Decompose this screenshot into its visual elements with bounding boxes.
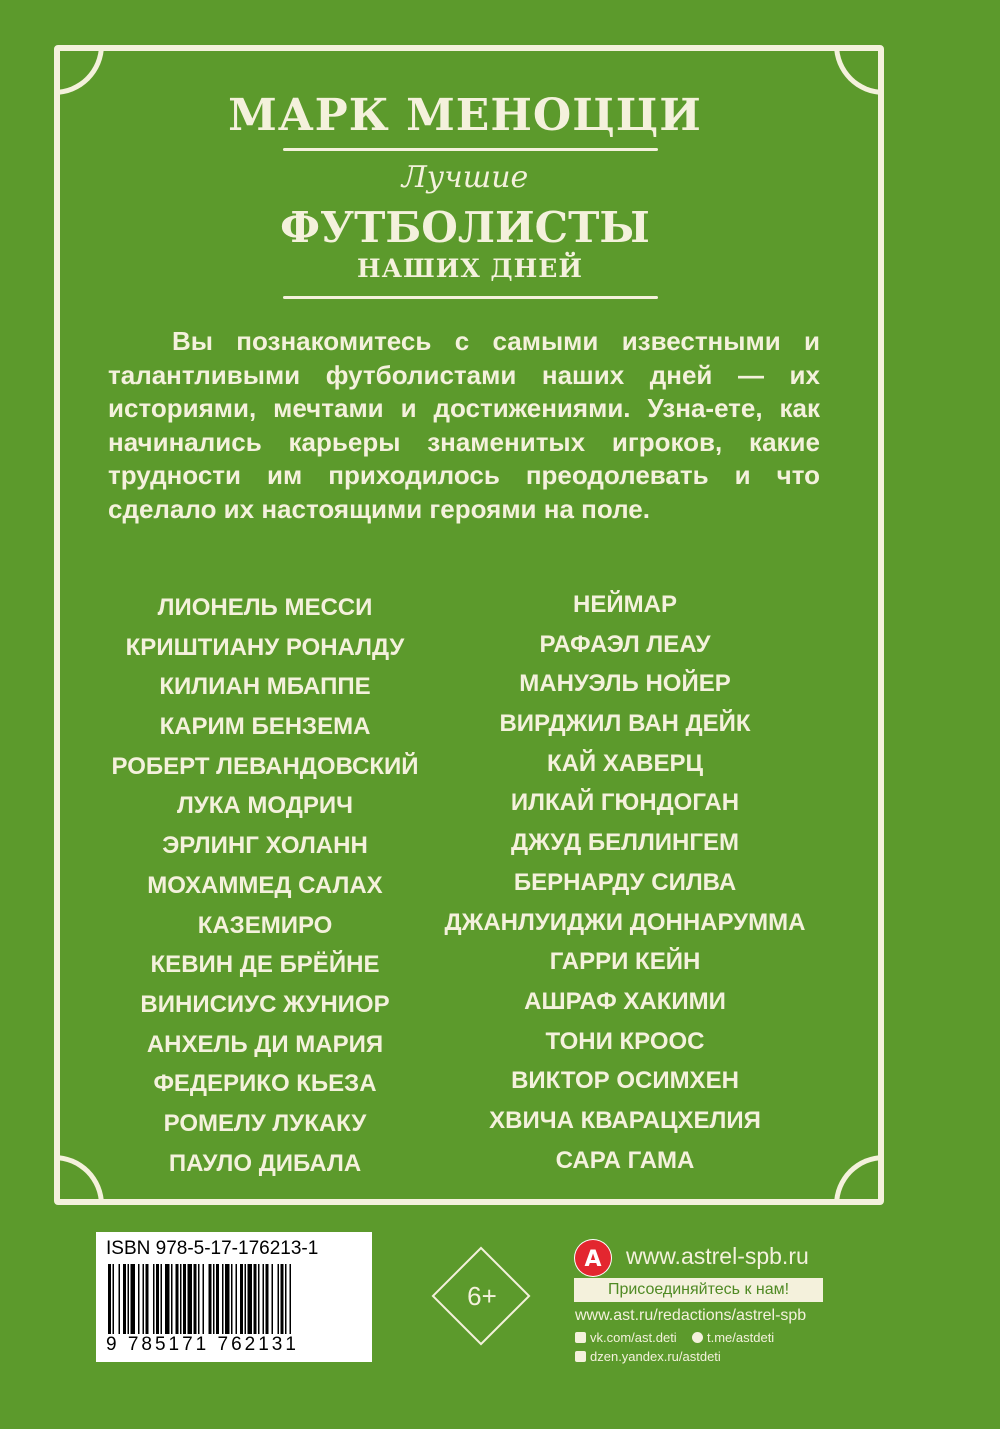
barcode-bar [263,1264,265,1334]
player-name: РАФАЭЛ ЛЕАУ [539,630,711,658]
player-name: ЭРЛИНГ ХОЛАНН [162,832,368,860]
barcode-bar [108,1264,111,1334]
player-name: ДЖУД БЕЛЛИНГЕМ [511,829,739,857]
barcode-bar [240,1264,243,1334]
barcode-bars [106,1264,362,1334]
publisher-site-link[interactable]: www.astrel-spb.ru [626,1243,809,1269]
barcode-bar [266,1264,269,1334]
barcode-bar [128,1264,130,1334]
player-name: КАЙ ХАВЕРЦ [546,749,704,777]
barcode-bar [131,1264,136,1334]
player-name: ВИНИСИУС ЖУНИОР [140,990,390,1018]
player-name: КАЗЕМИРО [197,911,333,939]
player-name: ЛУКА МОДРИЧ [177,792,353,820]
barcode-bar [278,1264,280,1334]
players-list-right [420,585,830,1180]
player-name: КЕВИН ДЕ БРЁЙНЕ [150,951,380,979]
isbn-barcode-box [96,1232,372,1362]
player-name: АНХЕЛЬ ДИ МАРИЯ [146,1030,384,1058]
barcode-bar [203,1264,205,1334]
barcode-bar [225,1264,230,1334]
player-name: ТОНИ КРООС [545,1027,705,1055]
telegram-link[interactable]: t.me/astdeti [707,1330,775,1345]
barcode-bar [272,1264,274,1334]
player-name: КРИШТИАНУ РОНАЛДУ [125,633,405,661]
barcode-bar [198,1264,200,1334]
barcode-bar [165,1264,170,1334]
player-name: РОМЕЛУ ЛУКАКУ [163,1109,367,1137]
barcode-bar [216,1264,219,1334]
barcode-bar [245,1264,247,1334]
barcode-bar [161,1264,163,1334]
player-name: БЕРНАРДУ СИЛВА [513,868,737,896]
player-name: КИЛИАН МБАППЕ [159,673,371,701]
logo-letter: А [584,1247,602,1272]
title-script-word: Лучшие [401,160,529,195]
book-description: Вы познакомитесь с самыми известными и талантливыми футболистами наших дней — их историями, мечтами и достижениями. Узна-ете, как начинались карьеры знаменитых игроков, какие трудности им приходилось преодолевать и что сделало их настоящими героями на поле. [108,326,820,524]
barcode-bar [146,1264,149,1334]
telegram-icon [692,1332,703,1343]
player-name: КАРИМ БЕНЗЕМА [159,713,371,741]
ast-redaction-link[interactable]: www.ast.ru/redactions/astrel-spb [575,1307,807,1324]
author-name: МАРК МЕНОЦЦИ [228,90,702,141]
player-name: АШРАФ ХАКИМИ [524,987,726,1015]
barcode-bar [248,1264,253,1334]
barcode-bar [209,1264,212,1334]
dzen-link[interactable]: dzen.yandex.ru/astdeti [590,1349,721,1364]
players-list-left [95,588,435,1183]
barcode-bar [183,1264,186,1334]
barcode-bar [213,1264,215,1334]
barcode-bar [143,1264,145,1334]
barcode-bar [254,1264,257,1334]
barcode-bar [113,1264,115,1334]
player-name: ХВИЧА КВАРАЦХЕЛИЯ [489,1106,761,1134]
barcode-bar [231,1264,233,1334]
barcode-bar [180,1264,182,1334]
player-name: ЛИОНЕЛЬ МЕССИ [157,594,373,621]
barcode-digits: 9 785171 762131 [106,1334,299,1355]
publisher-logo-icon [574,1239,612,1277]
barcode-bar [119,1264,121,1334]
age-rating-label: 6+ [467,1281,497,1311]
player-name: ПАУЛО ДИБАЛА [168,1149,362,1177]
book-title: ФУТБОЛИСТЫ [280,203,650,252]
player-name: ФЕДЕРИКО КЬЕЗА [153,1070,377,1098]
barcode-bar [290,1264,292,1334]
isbn-number: ISBN 978-5-17-176213-1 [106,1238,319,1259]
barcode-bar [285,1264,287,1334]
barcode-bar [176,1264,179,1334]
player-name: МОХАММЕД САЛАХ [147,871,383,899]
player-name: ИЛКАЙ ГЮНДОГАН [510,789,740,817]
book-title-tail: НАШИХ ДНЕЙ [357,254,583,283]
barcode-bar [258,1264,260,1334]
barcode-bar [138,1264,140,1334]
join-us-banner: Присоединяйтесь к нам! [574,1278,823,1302]
barcode-bar [194,1264,197,1334]
barcode-bar [171,1264,173,1334]
player-name: ГАРРИ КЕЙН [549,948,701,976]
barcode-bar [188,1264,193,1334]
barcode-bar [156,1264,159,1334]
divider-bottom [283,296,658,299]
dzen-icon [575,1351,586,1362]
player-name: ВИРДЖИЛ ВАН ДЕЙК [499,710,751,738]
player-name: НЕЙМАР [573,591,677,618]
barcode-bar [222,1264,224,1334]
barcode-bar [236,1264,238,1334]
divider-top [283,148,658,151]
vk-link[interactable]: vk.com/ast.deti [590,1330,677,1345]
player-name: РОБЕРТ ЛЕВАНДОВСКИЙ [111,752,419,780]
barcode-bar [153,1264,155,1334]
barcode-bar [123,1264,126,1334]
barcode-bar [281,1264,284,1334]
player-name: ВИКТОР ОСИМХЕН [511,1067,739,1095]
vk-icon [575,1332,586,1343]
player-name: ДЖАНЛУИДЖИ ДОННАРУММА [444,908,806,936]
player-name: МАНУЭЛЬ НОЙЕР [519,670,731,698]
player-name: САРА ГАМА [555,1146,695,1174]
